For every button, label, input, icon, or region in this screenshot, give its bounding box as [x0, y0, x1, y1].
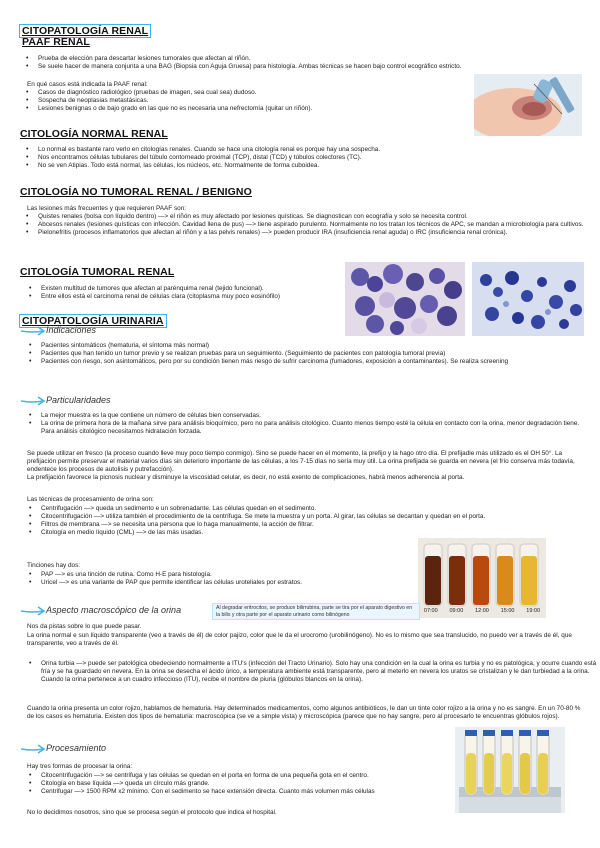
tinciones-list: [27, 571, 411, 587]
list-item: • Orina turbia —> puede ser patológica obedeciendo normalmente a ITU's (infección del Tracto Urinario). Solo hay una condición en la cual la orina es turbia y no es patológica, y ocurre cuando está fría y se ha guardado en nevera. En la orina se desecha el ácido úrico, a temperatura ambiente está transparente, pero al meterlo en nevera los uratos se cristalizan y le dan turbiedad a la orina. Cuando la orina pertenece a un cuadro infeccioso (ITU), recibe el nombre de piuria (glóbulos blancos en la orina).: [41, 660, 597, 684]
no-tumoral-bullets: [24, 213, 598, 237]
procesamiento-list: [27, 772, 461, 796]
list-item: • Sospecha de neoplasias metastásicas.: [38, 97, 458, 105]
ultrasound-procedure-image: [474, 74, 582, 136]
no-tumoral-intro: Las lesiones más frecuentes y que requieren PAAF son:: [27, 205, 187, 212]
tecnicas-list: [27, 505, 597, 537]
tube-time-label: 19:00: [526, 608, 541, 614]
list-item: • Existen multitud de tumores que afectan al parénquima renal (tejido funcional).: [41, 285, 361, 293]
section-title-citopatologia-urinaria: CITOPATOLOGÍA URINARIA: [19, 314, 167, 328]
list-item: • Centrifugación —> queda un sedimento e un sobrenadante. Las células quedan en el sedimento.: [41, 505, 597, 513]
tube-time-label: 15:00: [500, 608, 515, 614]
heading-indicaciones: Indicaciones: [46, 325, 97, 335]
list-item: • Casos de diagnóstico radiológico (pruebas de imagen, sea cual sea) dudoso.: [38, 89, 458, 97]
section-title-citologia-no-tumoral: CITOLOGÍA NO TUMORAL RENAL / BENIGNO: [20, 186, 252, 198]
paaf-cases-list: [24, 89, 458, 113]
arrow-icon: [21, 396, 45, 406]
indicaciones-list: [27, 342, 591, 366]
tinciones-intro: Tinciones hay dos:: [27, 562, 81, 569]
list-item: • Pacientes con riesgo, son asintomáticos, pero por su condición tienen más riesgo de sufrir carcinoma (fumadores, exposición a contaminantes). Se realiza screening: [41, 358, 591, 366]
list-item: • Citología en medio líquido (CML) —> de las más usadas.: [41, 529, 597, 537]
test-tube-rack-image: [455, 727, 565, 813]
list-item: • Centrifugar —> 1500 RPM x2 mínimo. Con el sedimento se hace extensión directa. Cuanto más volumen más células: [41, 788, 461, 796]
aspecto-bullets: [27, 660, 597, 684]
list-item: • Quistes renales (bolsa con líquido dentro) —> el riñón es muy afectado por lesiones quísticas. Se diagnostican con ecografía y solo se necesita control.: [38, 213, 598, 221]
list-item: • La orina de primera hora de la mañana sirve para análisis bioquímico, pero no para análisis citológico. Cuanto menos tiempo esté la célula en contacto con la orina, menor degradación tiene. Para análisis citológico necesitamos hidratación forzada.: [41, 420, 591, 436]
list-item: • La mejor muestra es la que contiene un número de células bien conservadas.: [41, 412, 591, 420]
list-item: • PAP —> es una tinción de rutina. Como H-E para histología.: [41, 571, 411, 579]
list-item: • Se suele hacer de manera conjunta a una BAG (Biopsia con Aguja Gruesa) para histología. Ambas técnicas se hacen bajo control ecográfico estricto.: [38, 63, 578, 71]
section-title-citopatologia-renal: CITOPATOLOGÍA RENAL: [19, 24, 151, 38]
list-item: • Filtros de membrana —> se necesita una persona que lo haga manualmente, la acción de filtrar.: [41, 521, 597, 529]
urine-color-tubes-image: [418, 538, 546, 618]
list-item: • Prueba de elección para descartar lesiones tumorales que afectan al riñón.: [38, 55, 578, 63]
paaf-intro: En qué casos está indicada la PAAF renal:: [27, 81, 148, 88]
arrow-icon: [21, 606, 45, 616]
list-item: • Nos encontramos células tubulares del túbulo contorneado proximal (TCP), distal (TCD) y túbulos colectores (TC).: [38, 154, 578, 162]
aspecto-para-3: Cuando la orina presenta un color rojizo, hablamos de hematuria. Hay determinados medicamentos, como algunos antibióticos, le dan un tinte color rojizo a la orina y no es sangre. En un 70-80 % de los casos es hematuria. Existen dos tipos de hematuria: macroscópica (se ve a simple vista) y microscópica (parece que no hay sangre, pero al procesarlo te encuentras glóbulos rojos).: [27, 705, 581, 720]
procesamiento-closing: No lo decidimos nosotros, sino que se procesa según el protocolo que indica el hospital.: [27, 809, 277, 816]
aspecto-para-1: Nos da pistas sobre lo que puede pasar.: [27, 623, 142, 630]
list-item: • Pacientes que han tenido un tumor previo y se realizan pruebas para un seguimiento. (Seguimiento de pacientes con patología tumoral previa): [41, 350, 591, 358]
list-item: • Pielonefritis (procesos inflamatorios que afectan al riñón y a las pelvis renales) —> pueden producir IRA (insuficiencia renal aguda) o IRC (insuficiencia renal crónica).: [38, 229, 598, 237]
normal-renal-bullets: [24, 146, 578, 170]
section-title-citologia-tumoral: CITOLOGÍA TUMORAL RENAL: [20, 266, 175, 278]
tube-time-label: 07:00: [423, 608, 438, 614]
micrograph-cells-1: [345, 262, 465, 336]
list-item: • Uricel —> es una variante de PAP que permite identificar las células uroteliales por estratos.: [41, 579, 411, 587]
procesamiento-intro: Hay tres formas de procesar la orina:: [27, 763, 133, 770]
list-item: • Citología en base líquida —> queda un círculo más grande.: [41, 780, 461, 788]
aspecto-para-2: La orina normal e sun líquido transparente (veo a través de él) de color pajizo, color que le da el urocromo (urobilinógeno). No es lo mismo que sea translucido, no puedo ver a través de él, que transparente, veo a través de él.: [27, 632, 572, 647]
list-item: • Pacientes sintomáticos (hematuria, el síntoma más normal): [41, 342, 591, 350]
section-title-citologia-normal-renal: CITOLOGÍA NORMAL RENAL: [20, 128, 168, 140]
arrow-icon: [21, 744, 45, 754]
particularidades-para-1: Se puede utilizar en fresco (la proceso cuando lleve muy poco tiempo conmigo). Sino se puede hacer en el momento, la prefijo y la hago otro día. El prefijadle más utilizado es el OH 50°. La prefijación permite preservar el material varios días sin deterioro importante de las células, a los 7-15 días no sería muy útil. La orina prefijada se guarda en nevera (el frío conserva más todavía, endentece los procesos de autolisis y putrefacción).: [27, 450, 575, 473]
list-item: • Lo normal es bastante raro verlo en citologías renales. Cuando se hace una citología renal es porque hay una sospecha.: [38, 146, 578, 154]
arrow-icon: [21, 326, 45, 336]
tecnicas-intro: Las técnicas de procesamiento de orina son:: [27, 496, 154, 503]
tumoral-bullets: [27, 285, 361, 301]
list-item: • No se ven Atipias. Todo está normal, las células, los núcleos, etc. Normalmente de forma cuboidea.: [38, 162, 578, 170]
list-item: • Abcesos renales (lesiones quísticas con infección. Cavidad llena de pus) —> tiene aspirado purulento. Normalmente no los tratan los técnicos de APC, se mandan a microbiología para cultivos.: [38, 221, 598, 229]
particularidades-list: [27, 412, 591, 436]
paaf-bullets: [24, 55, 578, 71]
micrograph-cells-2: [472, 262, 584, 336]
heading-aspecto-macroscopico: Aspecto macroscópico de la orina: [46, 605, 182, 615]
list-item: • Lesiones benignas o de bajo grado en las que no es necesaria una nefrectomía (quitar un riñón).: [38, 105, 458, 113]
bilirrubina-note: Al degradar eritrocitos, se produce bilirrubina, parte se tira por el aparato digestivo en la bilis y otra parte por el aparato urinario como bilinógeno: [212, 603, 420, 620]
section-subtitle-paaf-renal: PAAF RENAL: [22, 36, 90, 48]
heading-particularidades: Particularidades: [46, 395, 111, 405]
tube-time-label: 12:00: [475, 608, 489, 614]
heading-procesamiento: Procesamiento: [46, 743, 107, 753]
tube-time-label: 09:00: [449, 608, 464, 614]
list-item: • Entre ellos está el carcinoma renal de células clara (citoplasma muy poco eosinófilo): [41, 293, 361, 301]
list-item: • Citocentrifugación —> utiliza también el procedimiento de la centrífuga. Se mete la muestra y un porta. Al girar, las células se decantan y quedan en el porta.: [41, 513, 597, 521]
particularidades-para-2: La prefijación favorece la picnosis nuclear y disminuye la viscosidad celular, es decir, no está exento de complicaciones, habrá menos adherencia al porta.: [27, 474, 465, 481]
list-item: • Citocentrifugación —> se centrifuga y las células se quedan en el porta en forma de una pequeña gota en el centro.: [41, 772, 461, 780]
